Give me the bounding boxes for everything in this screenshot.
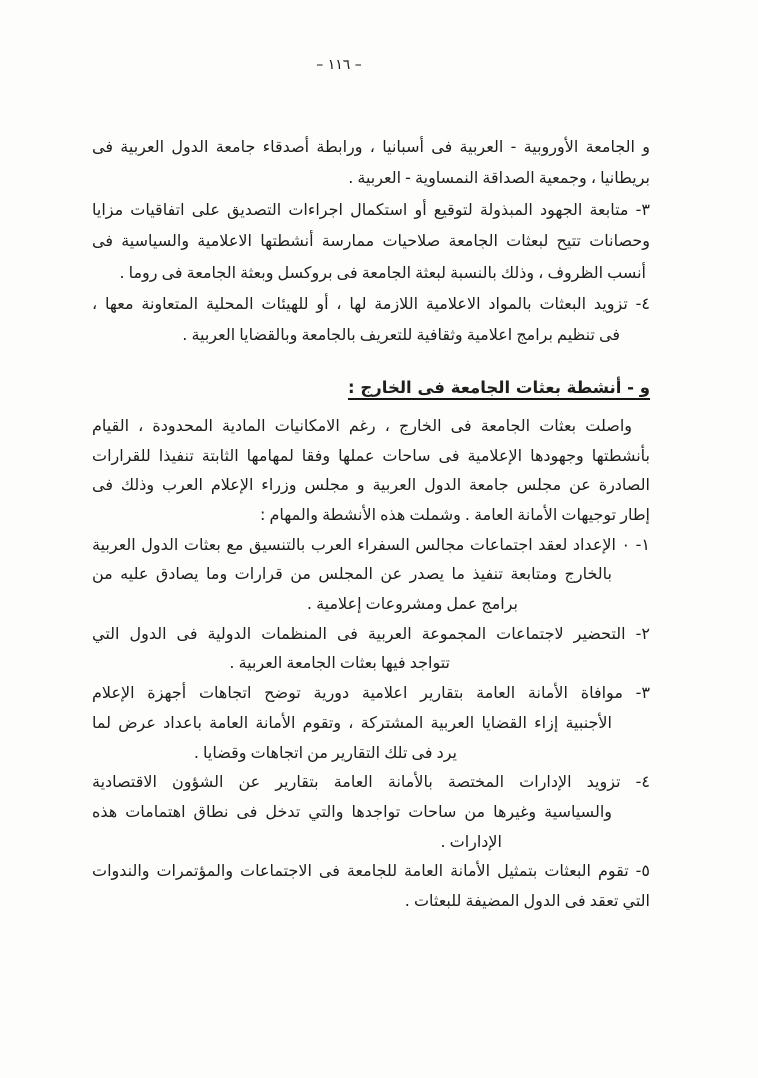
intro-line: الصادرة عن مجلس جامعة الدول العربية و مجلس وزراء الإعلام العرب وذلك فى [92, 475, 650, 495]
list-item-line: أنسب الظروف ، وذلك بالنسبة لبعثة الجامعة فى بروكسل وبعثة الجامعة فى روما . [119, 262, 646, 282]
intro-line: بأنشطتها وجهودها الإعلامية فى ساحات عملها وفقا لمهامها الثابتة تنفيذا للقرارات [92, 445, 650, 465]
list-item-line: ٤- تزويد البعثات بالمواد الاعلامية اللازمة لها ، أو للهيئات المحلية المتعاونة معها ، [92, 294, 650, 314]
list-item-line: ٤- تزويد الإدارات المختصة بالأمانة العامة بتقارير عن الشؤون الاقتصادية [92, 772, 650, 792]
list-item-line: الإدارات . [440, 831, 502, 851]
intro-line: واصلت بعثات الجامعة فى الخارج ، رغم الامكانيات المادية المحدودة ، القيام [92, 415, 632, 435]
paragraph-line: و الجامعة الأوروبية - العربية فى أسبانيا ، ورابطة أصدقاء جامعة الدول العربية فى [92, 137, 650, 156]
section-body [92, 411, 650, 916]
section-heading: و - أنشطة بعثات الجامعة فى الخارج : [348, 378, 650, 400]
list-item-line: وحصانات تتيح لبعثات الجامعة صلاحيات ممارسة أنشطتها الاعلامية والسياسية فى [92, 231, 650, 251]
list-item-line: يرد فى تلك التقارير من اتجاهات وقضايا . [193, 742, 457, 762]
list-item-line: ٣- متابعة الجهود المبذولة لتوقيع أو استكمال اجراءات التصديق على اتفاقيات مزايا [92, 199, 650, 219]
page-content [92, 131, 650, 916]
list-item-line: بالخارج ومتابعة تنفيذ ما يصدر عن المجلس من قرارات وما يصادق عليه من [92, 564, 612, 584]
continuation-paragraph [92, 131, 650, 351]
list-item-line: الأجنبية إزاء القضايا العربية المشتركة ، وتقوم الأمانة العامة باعداد عرض لما [92, 712, 612, 732]
intro-line: إطار توجيهات الأمانة العامة . وشملت هذه الأنشطة والمهام : [260, 504, 650, 524]
list-item-line: والسياسية وغيرها من ساحات تواجدها والتي تدخل فى نطاق اهتمامات هذه [92, 801, 612, 821]
list-item-line: ٣- موافاة الأمانة العامة بتقارير اعلامية دورية توضح اتجاهات أجهزة الإعلام [92, 683, 650, 703]
list-item-line: فى تنظيم برامج اعلامية وثقافية للتعريف بالجامعة وبالقضايا العربية . [182, 325, 620, 345]
section-heading-row [92, 372, 650, 403]
page-number: – ١١٦ – [316, 57, 362, 73]
list-item-line: ٢- التحضير لاجتماعات المجموعة العربية فى المنظمات الدولية فى الدول التي [92, 623, 650, 643]
list-item-line: التي تعقد فى الدول المضيفة للبعثات . [404, 891, 650, 911]
list-item-line: ١- ٠ الإعداد لعقد اجتماعات مجالس السفراء العرب بالتنسيق مع بعثات الدول العربية [92, 534, 651, 554]
list-item-line: ٥- تقوم البعثات بتمثيل الأمانة العامة للجامعة فى الاجتماعات والمؤتمرات والندوات [92, 861, 650, 881]
paragraph-line: بريطانيا ، وجمعية الصداقة النمساوية - العربية . [348, 168, 650, 188]
list-item-line: تتواجد فيها بعثات الجامعة العربية . [229, 653, 450, 673]
list-item-line: برامج عمل ومشروعات إعلامية . [306, 594, 518, 614]
